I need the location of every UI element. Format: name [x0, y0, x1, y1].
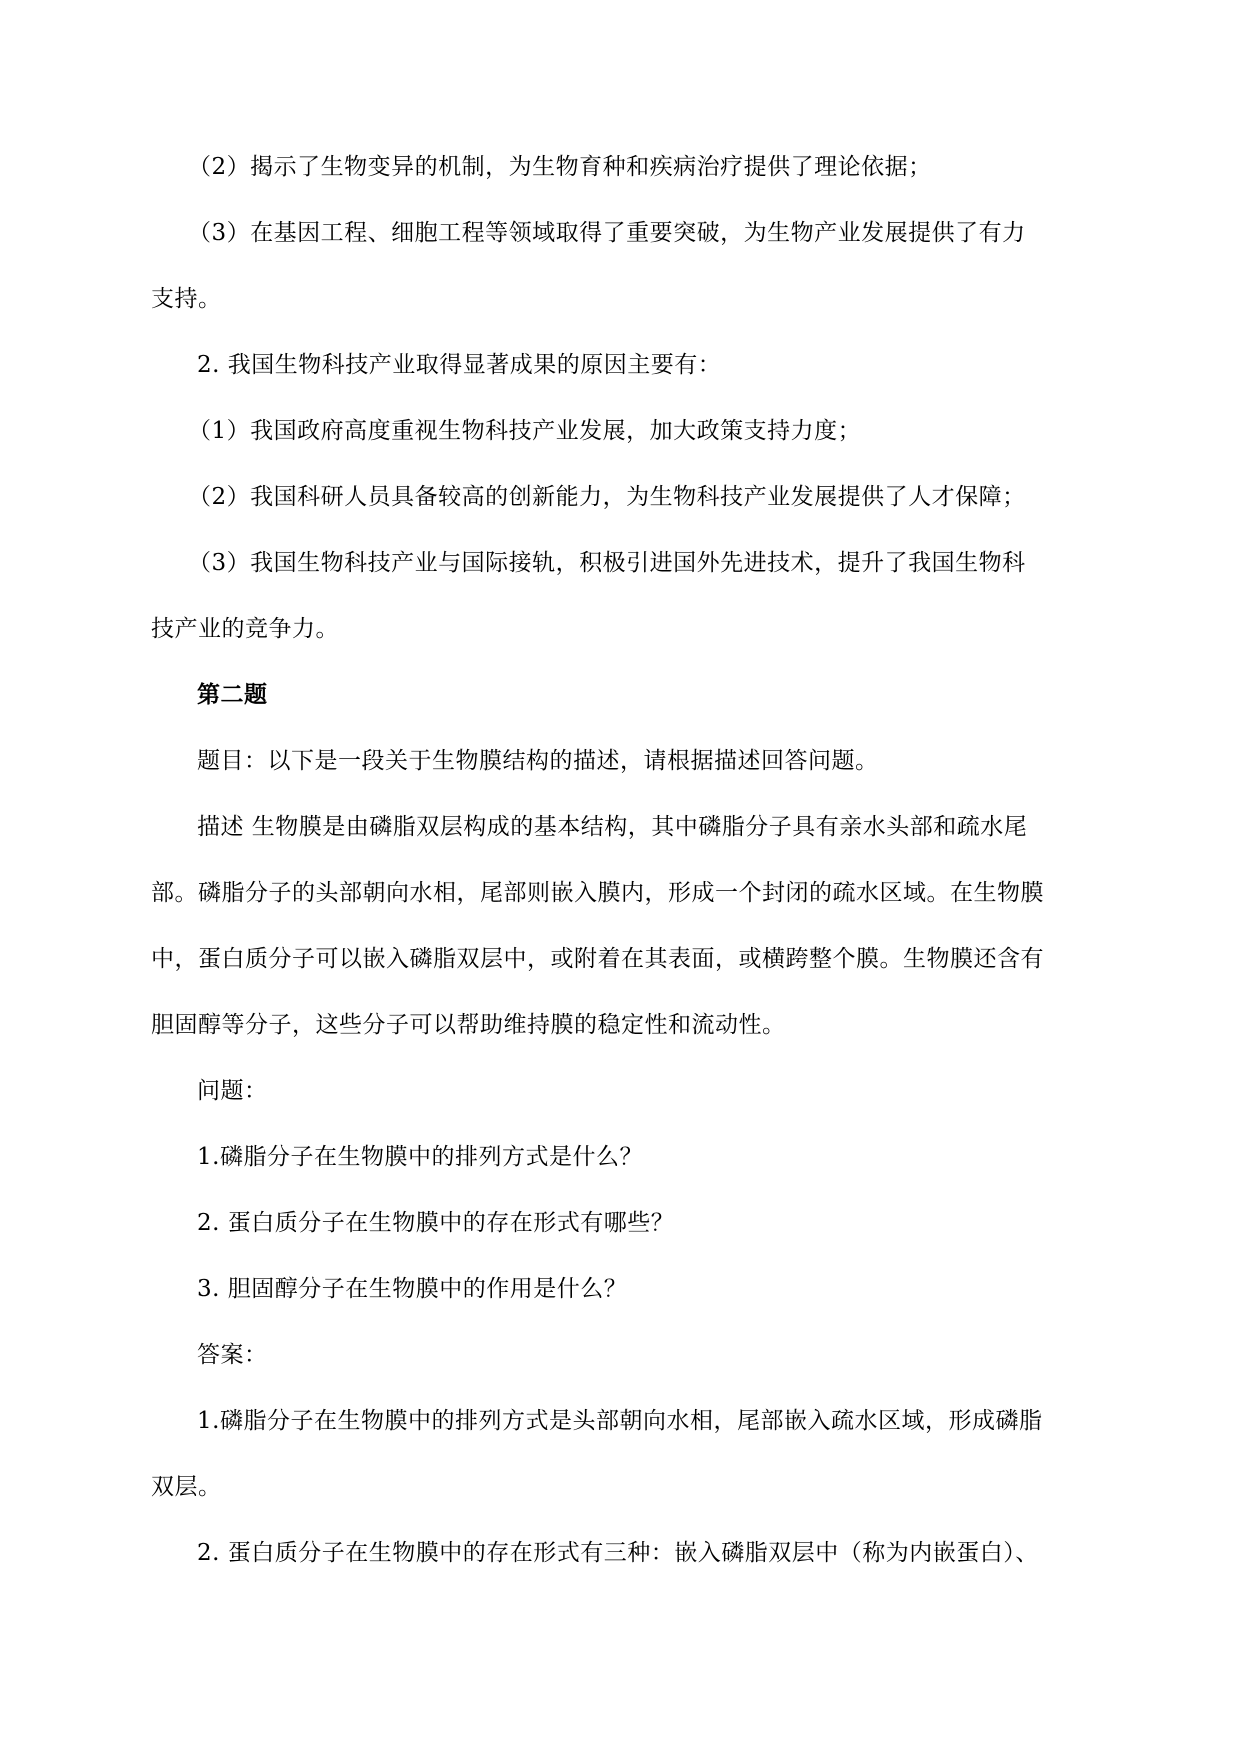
paragraph-line: 技产业的竞争力。	[151, 616, 339, 642]
paragraph-line: 2. 我国生物科技产业取得显著成果的原因主要有：	[197, 352, 722, 378]
paragraph-line: （2）揭示了生物变异的机制，为生物育种和疾病治疗提供了理论依据；	[188, 154, 932, 180]
paragraph-line: （3）我国生物科技产业与国际接轨，积极引进国外先进技术，提升了我国生物科	[188, 550, 1026, 576]
paragraph-line: 题目：以下是一段关于生物膜结构的描述，请根据描述回答问题。	[197, 748, 879, 774]
paragraph-line: 支持。	[151, 286, 222, 312]
paragraph-line: 中，蛋白质分子可以嵌入磷脂双层中，或附着在其表面，或横跨整个膜。生物膜还含有	[151, 946, 1044, 972]
paragraph-line: 1.磷脂分子在生物膜中的排列方式是什么？	[197, 1144, 643, 1170]
paragraph-line: 2. 蛋白质分子在生物膜中的存在形式有哪些？	[197, 1210, 675, 1236]
paragraph-line: （2）我国科研人员具备较高的创新能力，为生物科技产业发展提供了人才保障；	[188, 484, 1026, 510]
paragraph-line: （3）在基因工程、细胞工程等领域取得了重要突破，为生物产业发展提供了有力	[188, 220, 1026, 246]
paragraph-line: 胆固醇等分子，这些分子可以帮助维持膜的稳定性和流动性。	[151, 1012, 786, 1038]
paragraph-line: 3. 胆固醇分子在生物膜中的作用是什么？	[197, 1276, 628, 1302]
section-heading: 第二题	[197, 682, 268, 708]
paragraph-line: 双层。	[151, 1474, 222, 1500]
paragraph-line: 描述 生物膜是由磷脂双层构成的基本结构，其中磷脂分子具有亲水头部和疏水尾	[197, 814, 1028, 840]
paragraph-line: 问题：	[197, 1078, 268, 1104]
paragraph-line: 部。磷脂分子的头部朝向水相，尾部则嵌入膜内，形成一个封闭的疏水区域。在生物膜	[151, 880, 1044, 906]
paragraph-line: 答案：	[197, 1342, 268, 1368]
paragraph-line: 1.磷脂分子在生物膜中的排列方式是头部朝向水相，尾部嵌入疏水区域，形成磷脂	[197, 1408, 1043, 1434]
paragraph-line: （1）我国政府高度重视生物科技产业发展，加大政策支持力度；	[188, 418, 862, 444]
paragraph-line: 2. 蛋白质分子在生物膜中的存在形式有三种：嵌入磷脂双层中（称为内嵌蛋白）、	[197, 1540, 1039, 1566]
